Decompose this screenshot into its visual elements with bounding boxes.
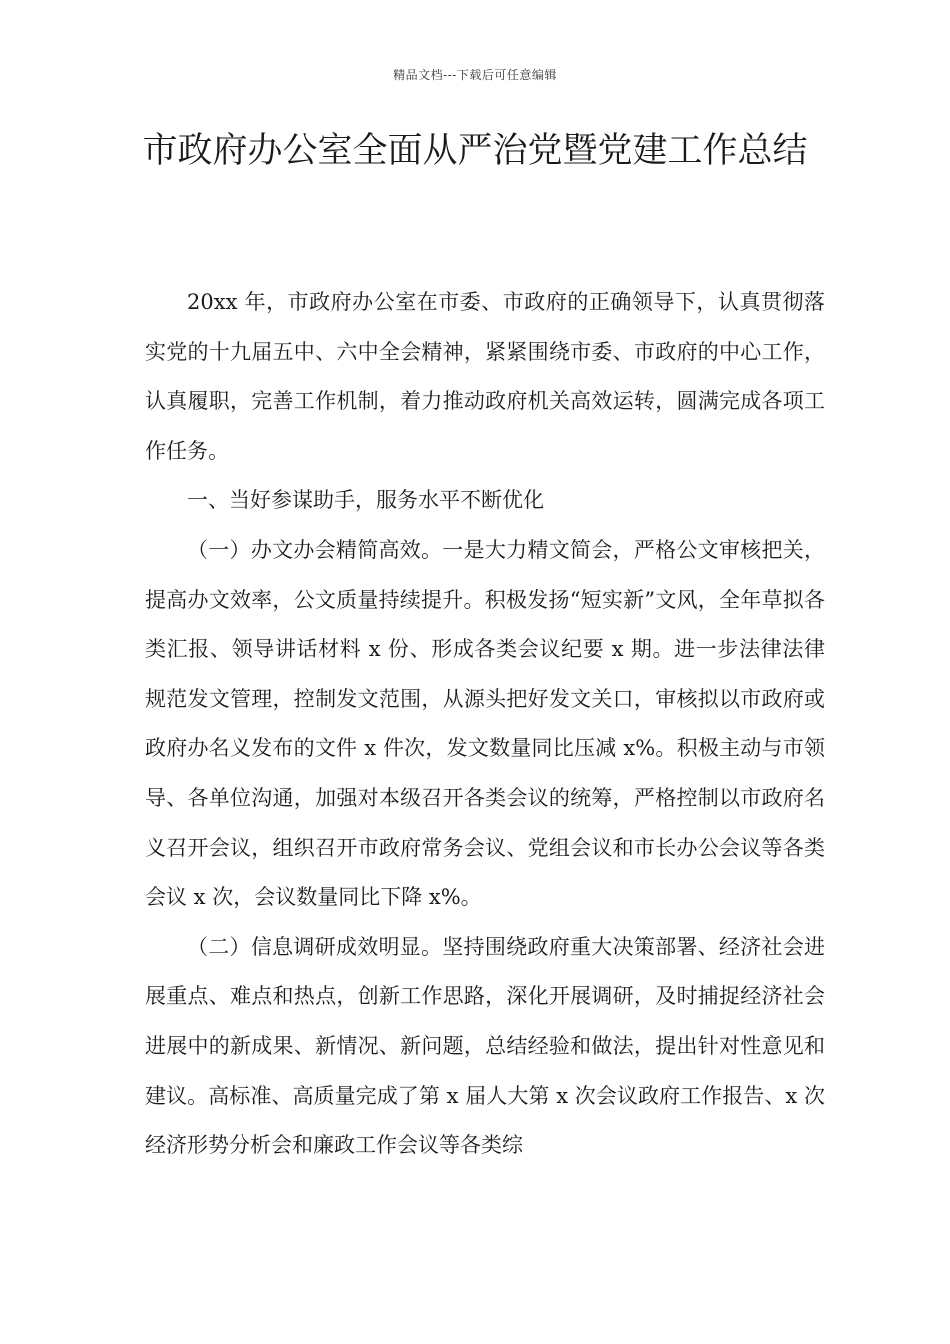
document-body — [145, 278, 825, 1171]
body-paragraph: （二）信息调研成效明显。坚持围绕政府重大决策部署、经济社会进展重点、难点和热点，创新工作思路，深化开展调研，及时捕捉经济社会进展中的新成果、新情况、新问题，总结经验和做法，提出针对性意见和建议。高标准、高质量完成了第 x 届人大第 x 次会议政府工作报告、x 次经济形势分析会和廉政工作会议等各类综 — [145, 934, 825, 1158]
section-heading: 一、当好参谋助手，服务水平不断优化 — [187, 488, 544, 513]
intro-paragraph: 20xx 年，市政府办公室在市委、市政府的正确领导下，认真贯彻落实党的十九届五中、六中全会精神，紧紧围绕市委、市政府的中心工作，认真履职，完善工作机制，着力推动政府机关高效运转，圆满完成各项工作任务。 — [145, 290, 825, 463]
body-paragraph: （一）办文办会精简高效。一是大力精文简会，严格公文审核把关，提高办文效率，公文质量持续提升。积极发扬“短实新”文风，全年草拟各类汇报、领导讲话材料 x 份、形成各类会议纪要 x 期。进一步法律法律规范发文管理，控制发文范围，从源头把好发文关口，审核拟以市政府或政府办名义发布的文件 x 件次，发文数量同比压减 x%。积极主动与市领导、各单位沟通，加强对本级召开各类会议的统筹，严格控制以市政府名义召开会议，组织召开市政府常务会议、党组会议和市长办公会议等各类会议 x 次，会议数量同比下降 x%。 — [145, 537, 825, 910]
header-note: 精品文档---下载后可任意编辑 — [393, 68, 557, 82]
document-title: 市政府办公室全面从严治党暨党建工作总结 — [142, 131, 808, 171]
